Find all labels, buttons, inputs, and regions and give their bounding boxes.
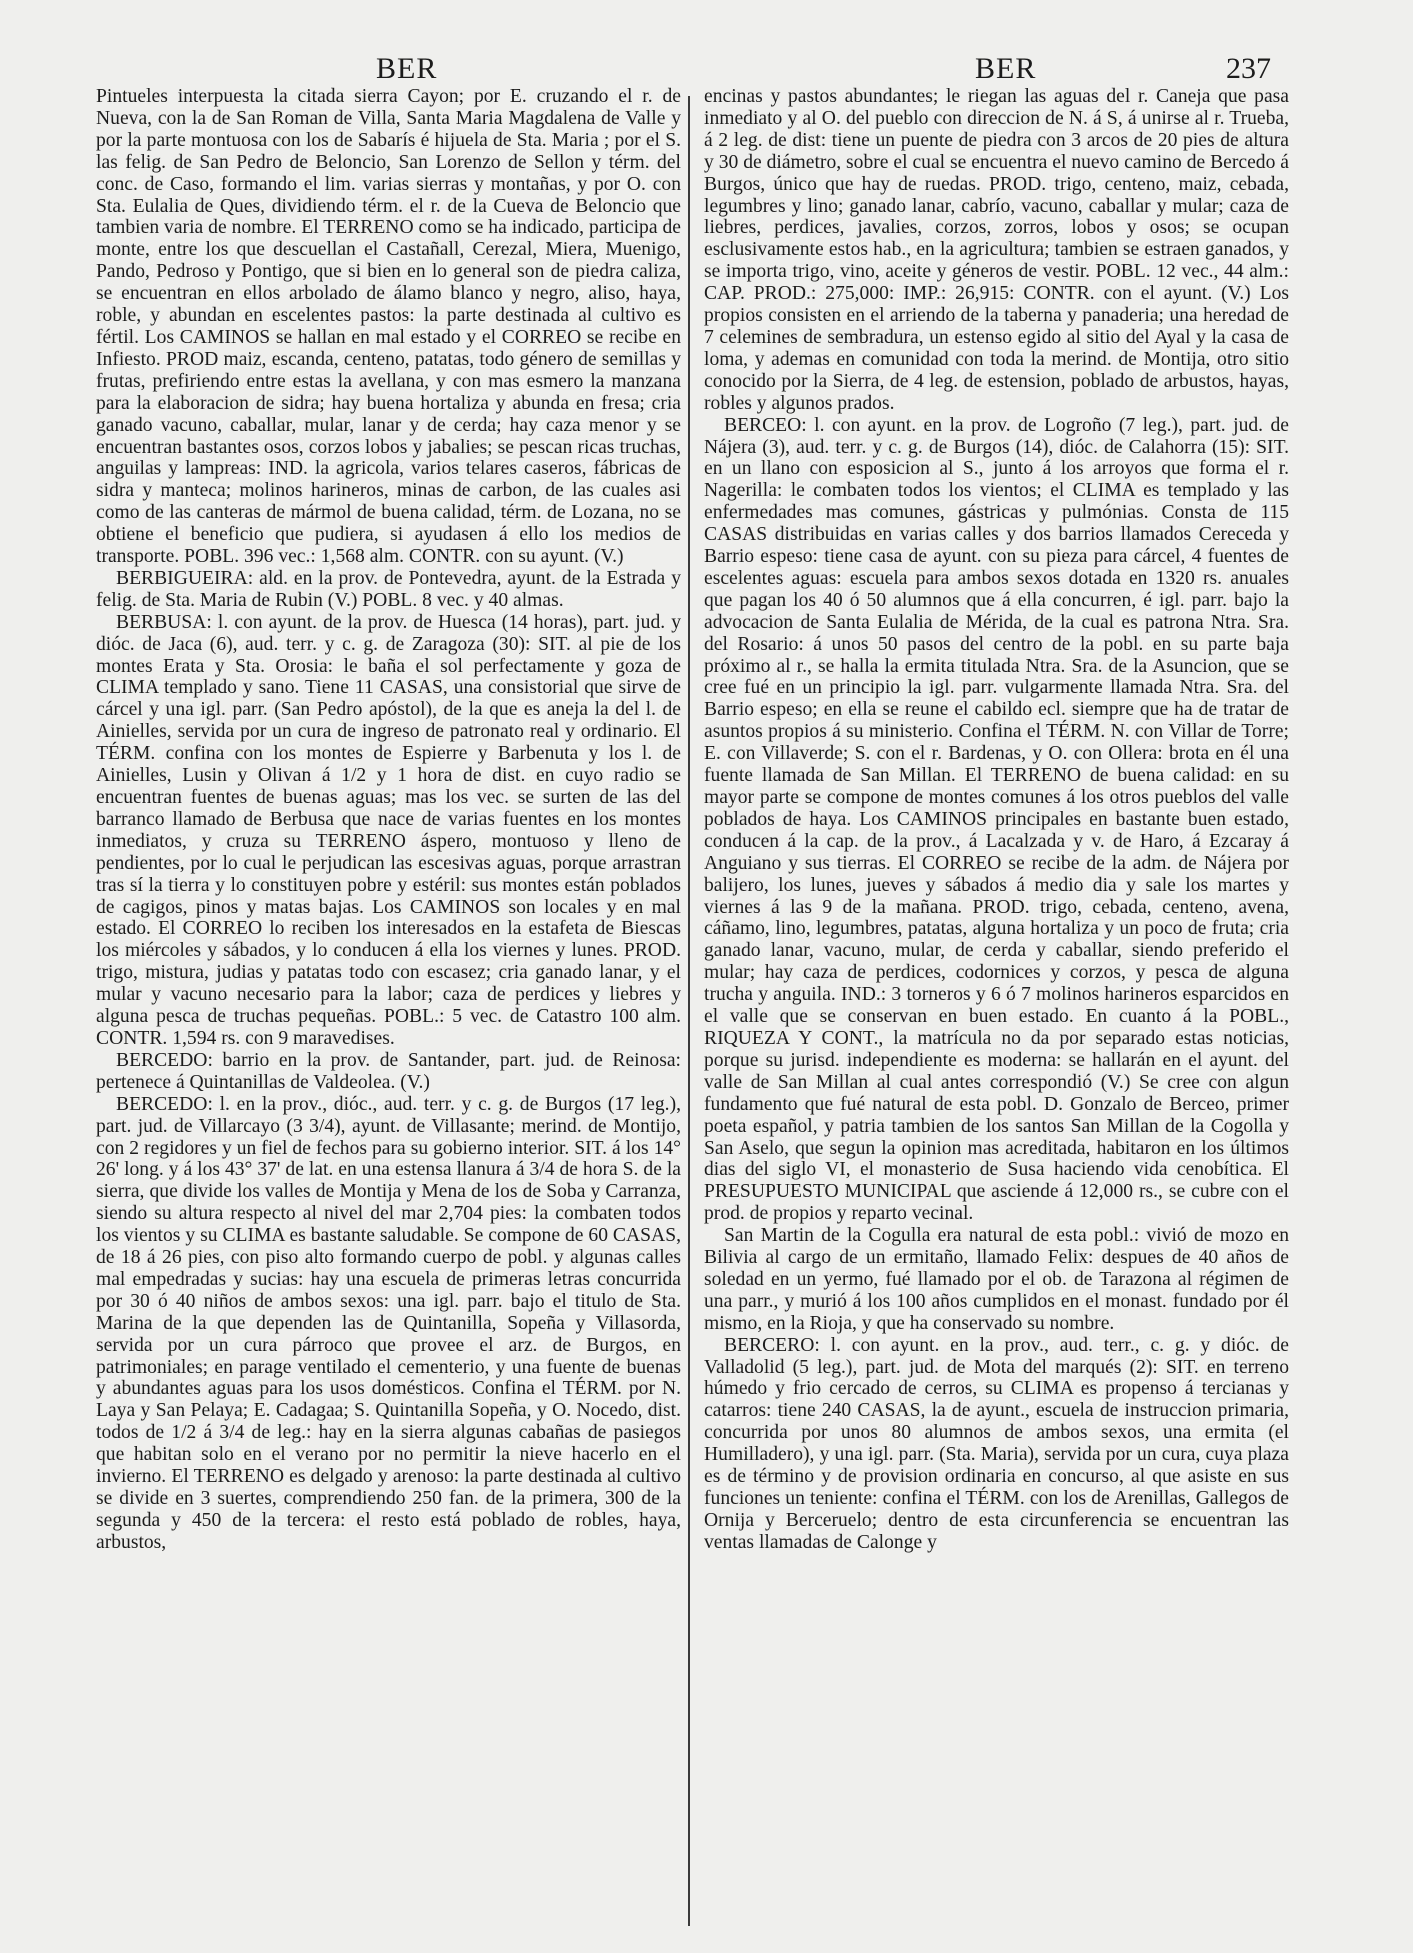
left-headword: BER xyxy=(376,52,438,85)
entry-bercedo-continuation: encinas y pastos abundantes; le riegan las aguas del r. Caneja que pasa inmediato y al O. del pueblo con direccion de N. á S, á unirse al r. Trueba, á 2 leg. de dist: tiene un puente de piedra con 3 arcos de 20 pies de altura y 30 de diámetro, sobre el cual se encuentra el nuevo camino de Bercedo á Burgos, único que hay de ruedas. PROD. trigo, centeno, maiz, cebada, legumbres y lino; ganado lanar, cabrío, vacuno, caballar y mular; caza de liebres, perdices, javalies, corzos, zorros, lobos y osos; se ocupan esclusivamente estos hab., en la agricultura; tambien se estraen ganados, y se importa trigo, vino, aceite y géneros de vestir. POBL. 12 vec., 44 alm.: CAP. PROD.: 275,000: IMP.: 26,915: CONTR. con el ayunt. (V.) Los propios consisten en el arriendo de la taberna y panaderia; una heredad de 7 celemines de sembradura, un estenso egido al sitio del Ayal y la casa de loma, y ademas en comunidad con toda la merind. de Montija, otro sitio conocido por la Sierra, de 4 leg. de estension, poblado de arbustos, hayas, robles y algunos prados. xyxy=(704,86,1289,414)
entry-san-martin-note: San Martin de la Cogulla era natural de esta pobl.: vivió de mozo en Bilivia al cargo de un ermitaño, llamado Felix: despues de 40 años de soledad en un yermo, fué llamado por el ob. de Tarazona al régimen de una parr., y murió á los 100 años cumplidos en el monast. fundado por él mismo, en la Rioja, y que ha conservado su nombre. xyxy=(704,1225,1289,1334)
entry-berceo: BERCEO: l. con ayunt. en la prov. de Logroño (7 leg.), part. jud. de Nájera (3), aud. terr. y c. g. de Burgos (14), dióc. de Calahorra (15): SIT. en un llano con esposicion al S., junto á los arroyos que forma el r. Nagerilla: le combaten todos los vientos; el CLIMA es templado y las enfermedades mas comunes, gástricas y pulmónias. Consta de 115 CASAS distribuidas en varias calles y dos barrios llamados Cereceda y Barrio espeso: tiene casa de ayunt. con su pieza para cárcel, 4 fuentes de escelentes aguas: escuela para ambos sexos dotada en 1320 rs. anuales que pagan los 40 ó 50 alumnos que á ella concurren, é igl. parr. bajo la advocacion de Santa Eulalia de Mérida, de la cual es patrona Ntra. Sra. del Rosario: á unos 50 pasos del centro de la pobl. en su parte baja próximo al r., se halla la ermita titulada Ntra. Sra. de la Asuncion, que se cree fué en un principio la igl. parr. vulgarmente llamada Ntra. Sra. del Barrio espeso; en ella se reune el cabildo ecl. siempre que ha de tratar de asuntos propios á su ministerio. Confina el TÉRM. N. con Villar de Torre; E. con Villaverde; S. con el r. Bardenas, y O. con Ollera: brota en él una fuente llamada de San Millan. El TERRENO de buena calidad: en su mayor parte se compone de montes comunes á los otros pueblos del valle poblados de haya. Los CAMINOS principales en bastante buen estado, conducen á la cap. de la prov., á Lacalzada y v. de Haro, á Ezcaray á Anguiano y sus tierras. El CORREO se recibe de la adm. de Nájera por balijero, los lunes, jueves y sábados á medio dia y sale los martes y viernes á las 9 de la mañana. PROD. trigo, cebada, centeno, avena, cáñamo, lino, legumbres, patatas, alguna hortaliza y un poco de fruta; cria ganado lanar, vacuno, mular, de cerda y caballar, siendo preferido el mular; hay caza de perdices, codornices y corzos, y pesca de alguna trucha y anguila. IND.: 3 torneros y 6 ó 7 molinos harineros esparcidos en el valle que se conservan en buen estado. En cuanto á la POBL., RIQUEZA Y CONT., la matrícula no da por separado estas noticias, porque su jurisd. independiente es moderna: se hallarán en el ayunt. del valle de San Millan al cual antes correspondió (V.) Se cree con algun fundamento que fué natural de esta pobl. D. Gonzalo de Berceo, primer poeta español, y patria tambien de los santos San Millan de la Cogolla y San Aselo, que segun la opinion mas acreditada, habitaron en los últimos dias del siglo VI, el monasterio de Susa haciendo vida cenobítica. El PRESUPUESTO MUNICIPAL que asciende á 12,000 rs., se cubre con el prod. de propios y reparto vecinal. xyxy=(704,414,1289,1225)
entry-berbusa: BERBUSA: l. con ayunt. de la prov. de Huesca (14 horas), part. jud. y dióc. de Jaca (6), aud. terr. y c. g. de Zaragoza (30): SIT. al pie de los montes Erata y Sta. Orosia: le baña el sol perfectamente y goza de CLIMA templado y sano. Tiene 11 CASAS, una consistorial que sirve de cárcel y una igl. parr. (San Pedro apóstol), de la que es aneja la del l. de Ainielles, servida por un cura de ingreso de patronato real y ordinario. El TÉRM. confina con los montes de Espierre y Barbenuta y los l. de Ainielles, Lusin y Olivan á 1/2 y 1 hora de dist. en cuyo radio se encuentran fuentes de buenas aguas; mas los vec. se surten de las del barranco llamado de Berbusa que nace de varias fuentes en los montes inmediatos, y cruza su TERRENO áspero, montuoso y lleno de pendientes, por lo cual le perjudican las escesivas aguas, porque arrastran tras sí la tierra y lo constituyen pobre y estéril: sus montes están poblados de cagigos, pinos y matas bajas. Los CAMINOS son locales y en mal estado. El CORREO lo reciben los interesados en la estafeta de Biescas los miércoles y sábados, y lo conducen á ella los viernes y lunes. PROD. trigo, mistura, judias y patatas todo con escasez; cria ganado lanar, y el mular y vacuno necesario para la labor; caza de perdices y liebres y alguna pesca de truchas pequeñas. POBL.: 5 vec. de Catastro 100 alm. CONTR. 1,594 rs. con 9 maravedises. xyxy=(96,611,681,1049)
left-column xyxy=(96,86,681,1926)
right-headword: BER xyxy=(975,52,1037,85)
entry-bercero: BERCERO: l. con ayunt. en la prov., aud. terr., c. g. y dióc. de Valladolid (5 leg.), part. jud. de Mota del marqués (2): SIT. en terreno húmedo y frio cercado de cerros, su CLIMA es propenso á tercianas y catarros: tiene 240 CASAS, la de ayunt., escuela de instruccion primaria, concurrida por unos 80 alumnos de ambos sexos, una ermita (el Humilladero), y una igl. parr. (Sta. Maria), servida por un cura, cuya plaza es de término y de provision ordinaria en concurso, al que asiste en sus funciones un teniente: confina el TÉRM. con los de Arenillas, Gallegos de Ornija y Berceruelo; dentro de esta circunferencia se encuentran las ventas llamadas de Calonge y xyxy=(704,1334,1289,1553)
page-number: 237 xyxy=(1226,52,1271,85)
entry-continuation: Pintueles interpuesta la citada sierra Cayon; por E. cruzando el r. de Nueva, con la de San Roman de Villa, Santa Maria Magdalena de Valle y por la parte montuosa con los de Sabarís é hijuela de Sta. Maria ; por el S. las felig. de San Pedro de Beloncio, San Lorenzo de Sellon y térm. del conc. de Caso, formando el lim. varias sierras y montañas, y por O. con Sta. Eulalia de Ques, dividiendo térm. el r. de la Cueva de Beloncio que tambien varia de nombre. El TERRENO como se ha indicado, participa de monte, entre los que descuellan el Castañall, Cerezal, Miera, Muenigo, Pando, Pedroso y Pontigo, que si bien en lo general son de piedra caliza, se encuentran en ellos arbolado de álamo blanco y negro, aliso, haya, roble, y abundan en escelentes pastos: la parte destinada al cultivo es fértil. Los CAMINOS se hallan en mal estado y el CORREO se recibe en Infiesto. PROD maiz, escanda, centeno, patatas, todo género de semillas y frutas, prefiriendo entre estas la avellana, y con mas esmero la manzana para la elaboracion de sidra; hay buena hortaliza y abunda en fresa; cria ganado vacuno, caballar, mular, lanar y de cerda; hay caza menor y se encuentran bastantes osos, corzos lobos y jabalies; se pescan ricas truchas, anguilas y lampreas: IND. la agricola, varios telares caseros, fábricas de sidra y manteca; molinos harineros, minas de carbon, de las cuales asi como de las canteras de mármol de buena calidad, térm. de Lozana, no se obtiene el beneficio que pudiera, si ayudasen á ello los medios de transporte. POBL. 396 vec.: 1,568 alm. CONTR. con su ayunt. (V.) xyxy=(96,86,681,568)
entry-bercedo-barrio: BERCEDO: barrio en la prov. de Santander, part. jud. de Reinosa: pertenece á Quintanillas de Valdeolea. (V.) xyxy=(96,1049,681,1093)
right-column xyxy=(704,86,1289,1926)
entry-berbigueira: BERBIGUEIRA: ald. en la prov. de Pontevedra, ayunt. de la Estrada y felig. de Sta. Maria de Rubin (V.) POBL. 8 vec. y 40 almas. xyxy=(96,567,681,611)
entry-bercedo-lugar: BERCEDO: l. en la prov., dióc., aud. terr. y c. g. de Burgos (17 leg.), part. jud. de Villarcayo (3 3/4), ayunt. de Villasante; merind. de Montijo, con 2 regidores y un fiel de fechos para su gobierno interior. SIT. á los 14° 26' long. y á los 43° 37' de lat. en una estensa llanura á 3/4 de hora S. de la sierra, que divide los valles de Montija y Mena de los de Soba y Carranza, siendo su altura respecto al nivel del mar 2,704 pies: la combaten todos los vientos y su CLIMA es bastante saludable. Se compone de 60 CASAS, de 18 á 26 pies, con piso alto formando cuerpo de pobl. y algunas calles mal empedradas y sucias: hay una escuela de primeras letras concurrida por 30 ó 40 niños de ambos sexos: una igl. parr. bajo el titulo de Sta. Marina de la que dependen las de Quintanilla, Sopeña y Villasorda, servida por un cura párroco que provee el arz. de Burgos, en patrimoniales; en parage ventilado el cementerio, y una fuente de buenas y abundantes aguas para los usos domésticos. Confina el TÉRM. por N. Laya y San Pelaya; E. Cadagaa; S. Quintanilla Sopeña, y O. Nocedo, dist. todos de 1/2 á 3/4 de leg.: hay en la sierra algunas cabañas de pasiegos que habitan solo en el verano por no permitir la nieve hacerlo en el invierno. El TERRENO es delgado y arenoso: la parte destinada al cultivo se divide en 3 suertes, comprendiendo 250 fan. de la primera, 300 de la segunda y 450 de la tercera: el resto está poblado de robles, haya, arbustos, xyxy=(96,1093,681,1553)
column-divider xyxy=(688,96,690,1926)
